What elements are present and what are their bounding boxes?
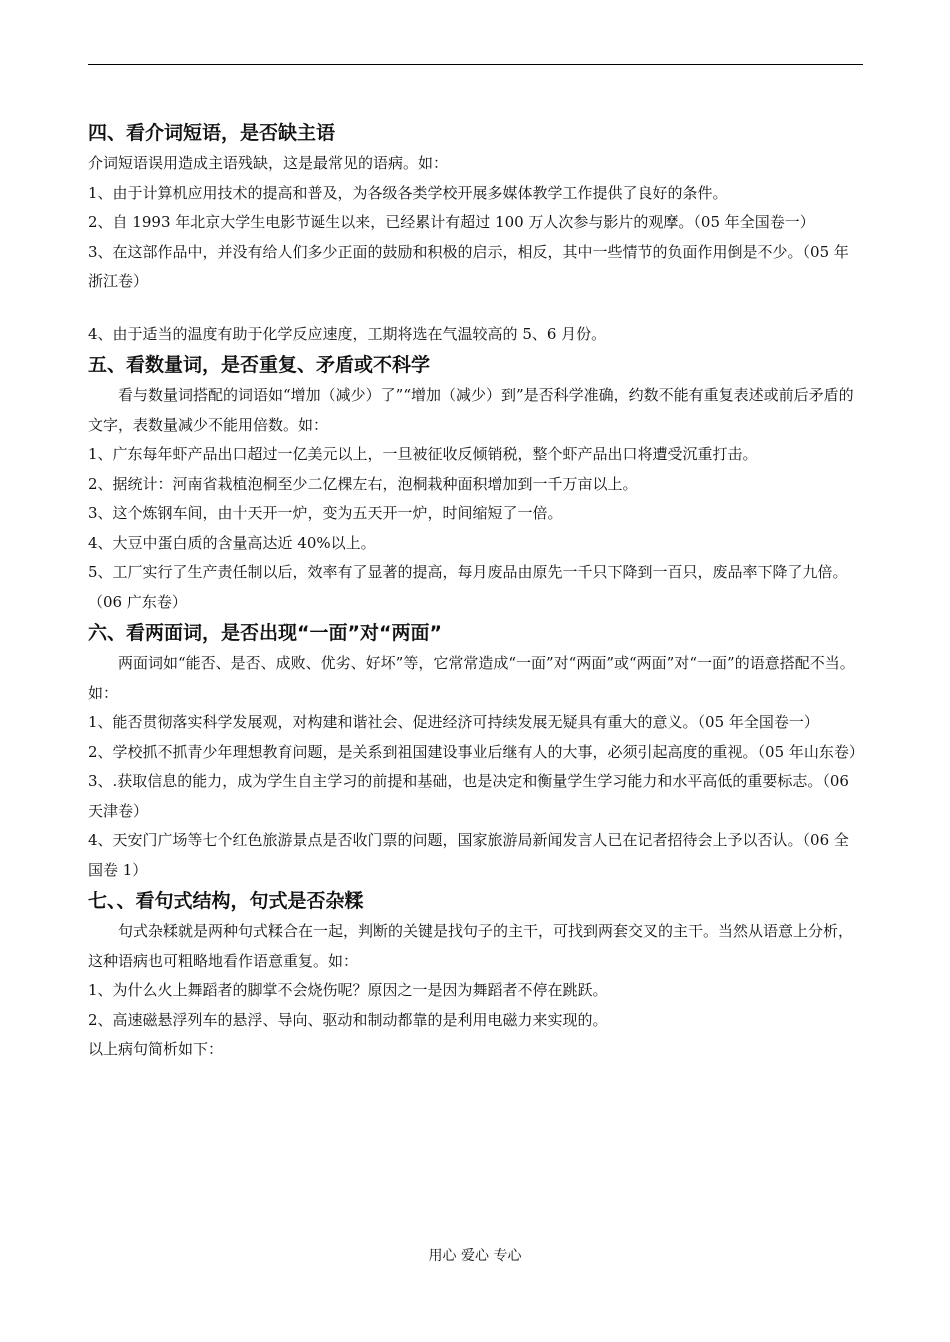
section-6-item-4: 4、天安门广场等七个红色旅游景点是否收门票的问题，国家旅游局新闻发言人已在记者招待会上予以否认。（06 全国卷 1）	[88, 831, 849, 879]
section-4-intro: 介词短语误用造成主语残缺，这是最常见的语病。如：	[88, 154, 449, 172]
section-4-item-2: 2、自 1993 年北京大学生电影节诞生以来，已经累计有超过 100 万人次参与影片的观摩。（05 年全国卷一）	[88, 213, 815, 231]
section-4-item-1: 1、由于计算机应用技术的提高和普及，为各级各类学校开展多媒体教学工作提供了良好的条件。	[88, 183, 728, 202]
section-7-heading: 七、、看句式结构，句式是否杂糅	[88, 890, 364, 912]
section-6-item-3: 3、.获取信息的能力，成为学生自主学习的前提和基础，也是决定和衡量学生学习能力和水平高低的重要标志。（06 天津卷）	[88, 772, 849, 820]
section-5-item-4: 4、大豆中蛋白质的含量高达近 40%以上。	[88, 533, 376, 552]
section-6-item-2: 2、学校抓不抓青少年理想教育问题，是关系到祖国建设事业后继有人的大事，必须引起高度的重视。（05 年山东卷）	[88, 742, 864, 761]
page-footer: 用心 爱心 专心	[428, 1248, 522, 1264]
section-5-heading: 五、看数量词，是否重复、矛盾或不科学	[88, 354, 431, 376]
header-rule	[88, 64, 863, 65]
document-body	[88, 117, 863, 1065]
section-4-item-4: 4、由于适当的温度有助于化学反应速度，工期将选在气温较高的 5、6 月份。	[88, 324, 607, 343]
section-4-item-3: 3、在这部作品中，并没有给人们多少正面的鼓励和积极的启示，相反，其中一些情节的负面作用倒是不少。（05 年浙江卷）	[88, 242, 849, 290]
section-5-item-3: 3、这个炼钢车间，由十天开一炉，变为五天开一炉，时间缩短了一倍。	[88, 504, 563, 522]
section-5-item-1: 1、广东每年虾产品出口超过一亿美元以上，一旦被征收反倾销税，整个虾产品出口将遭受沉重打击。	[88, 445, 758, 463]
section-7-item-1: 1、为什么火上舞蹈者的脚掌不会烧伤呢？原因之一是因为舞蹈者不停在跳跃。	[88, 981, 608, 999]
section-5-item-2: 2、据统计：河南省栽植泡桐至少二亿棵左右，泡桐栽种面积增加到一千万亩以上。	[88, 474, 638, 493]
section-7-outro: 以上病句简析如下：	[88, 1040, 224, 1058]
section-4-heading: 四、看介词短语，是否缺主语	[88, 122, 336, 144]
section-5-intro: 看与数量词搭配的词语如“增加（减少）了”“增加（减少）到”是否科学准确，约数不能有重复表述或前后矛盾的文字，表数量减少不能用倍数。如：	[88, 386, 854, 434]
section-6-heading: 六、看两面词，是否出现“一面”对“两面”	[88, 622, 442, 644]
section-7-intro: 句式杂糅就是两种句式糅合在一起，判断的关键是找句子的主干，可找到两套交叉的主干。当然从语意上分析，这种语病也可粗略地看作语意重复。如：	[88, 922, 854, 970]
blank-line	[88, 297, 863, 320]
section-7-item-2: 2、高速磁悬浮列车的悬浮、导向、驱动和制动都靠的是利用电磁力来实现的。	[88, 1010, 608, 1029]
section-6-intro: 两面词如“能否、是否、成败、优劣、好坏”等，它常常造成“一面”对“两面”或“两面”对“一面”的语意搭配不当。如：	[88, 654, 855, 702]
section-6-item-1: 1、能否贯彻落实科学发展观，对构建和谐社会、促进经济可持续发展无疑具有重大的意义。（05 年全国卷一）	[88, 713, 819, 731]
section-5-item-5: 5、工厂实行了生产责任制以后，效率有了显著的提高，每月废品由原先一千只下降到一百只，废品率下降了九倍。（06 广东卷）	[88, 563, 848, 611]
